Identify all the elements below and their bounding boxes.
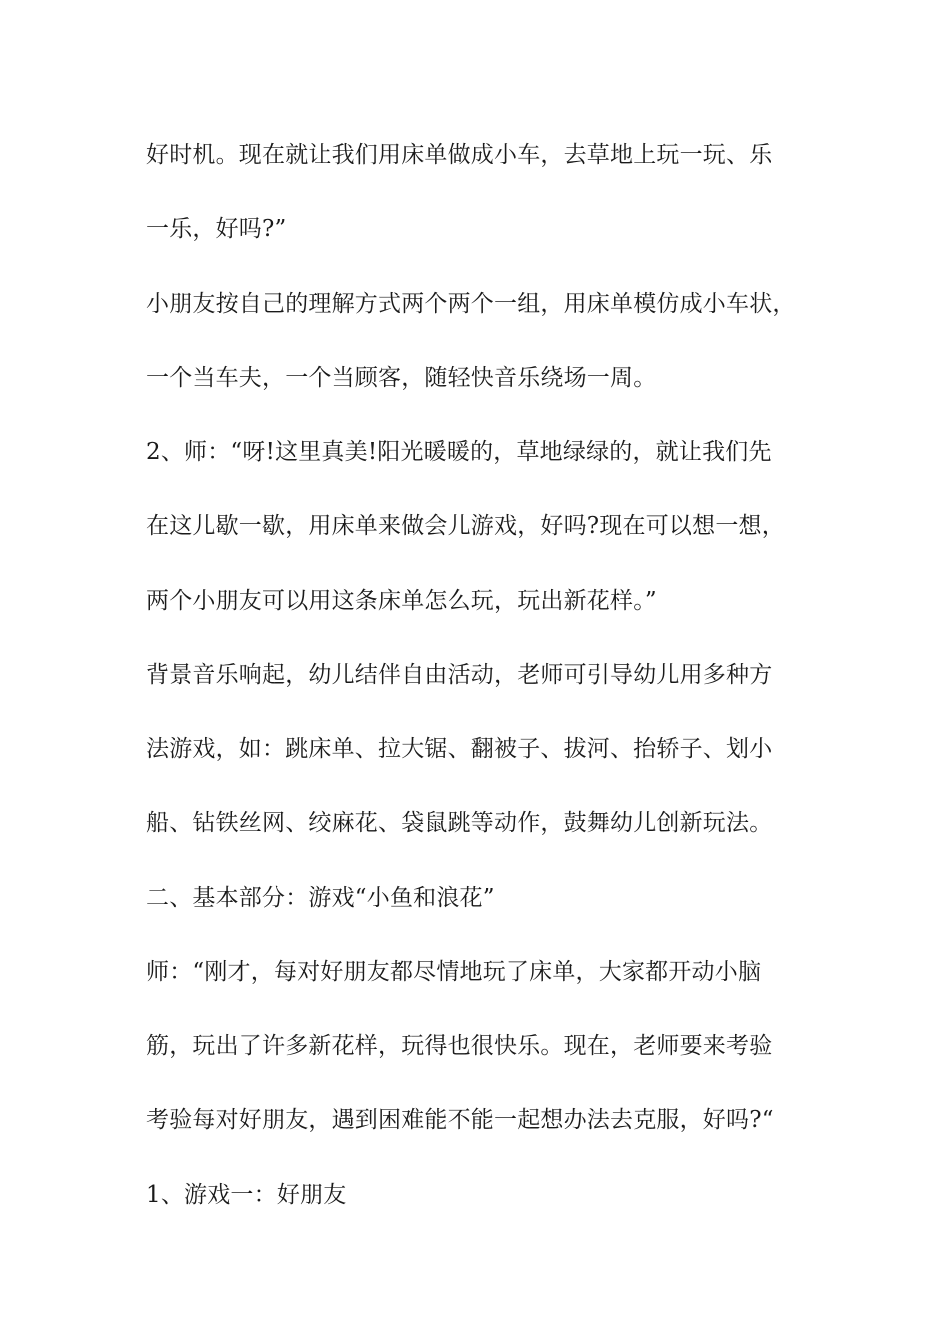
text-line: 考验每对好朋友，遇到困难能不能一起想办法去克服，好吗?“ — [146, 1107, 774, 1133]
text-line: 一乐，好吗?” — [146, 216, 287, 242]
text-line: 好时机。现在就让我们用床单做成小车，去草地上玩一玩、乐 — [146, 142, 773, 168]
text-line: 法游戏，如：跳床单、拉大锯、翻被子、拔河、抬轿子、划小 — [146, 736, 773, 762]
text-line: 一个当车夫，一个当顾客，随轻快音乐绕场一周。 — [146, 365, 657, 391]
text-line: 两个小朋友可以用这条床单怎么玩，玩出新花样。” — [146, 588, 657, 614]
section-heading: 二、基本部分：游戏“小鱼和浪花” — [146, 885, 495, 911]
text-line: 筋，玩出了许多新花样，玩得也很快乐。现在，老师要来考验 — [146, 1033, 773, 1059]
text-line: 在这儿歇一歇，用床单来做会儿游戏，好吗?现在可以想一想， — [146, 513, 785, 539]
text-line: 2、师：“呀!这里真美!阳光暖暖的，草地绿绿的，就让我们先 — [146, 439, 772, 465]
text-line: 背景音乐响起，幼儿结伴自由活动，老师可引导幼儿用多种方 — [146, 662, 773, 688]
text-line: 小朋友按自己的理解方式两个两个一组，用床单模仿成小车状， — [146, 291, 796, 317]
subsection-heading: 1、游戏一：好朋友 — [146, 1182, 347, 1208]
text-line: 师：“刚才，每对好朋友都尽情地玩了床单，大家都开动小脑 — [146, 959, 762, 985]
text-line: 船、钻铁丝网、绞麻花、袋鼠跳等动作，鼓舞幼儿创新玩法。 — [146, 810, 773, 836]
